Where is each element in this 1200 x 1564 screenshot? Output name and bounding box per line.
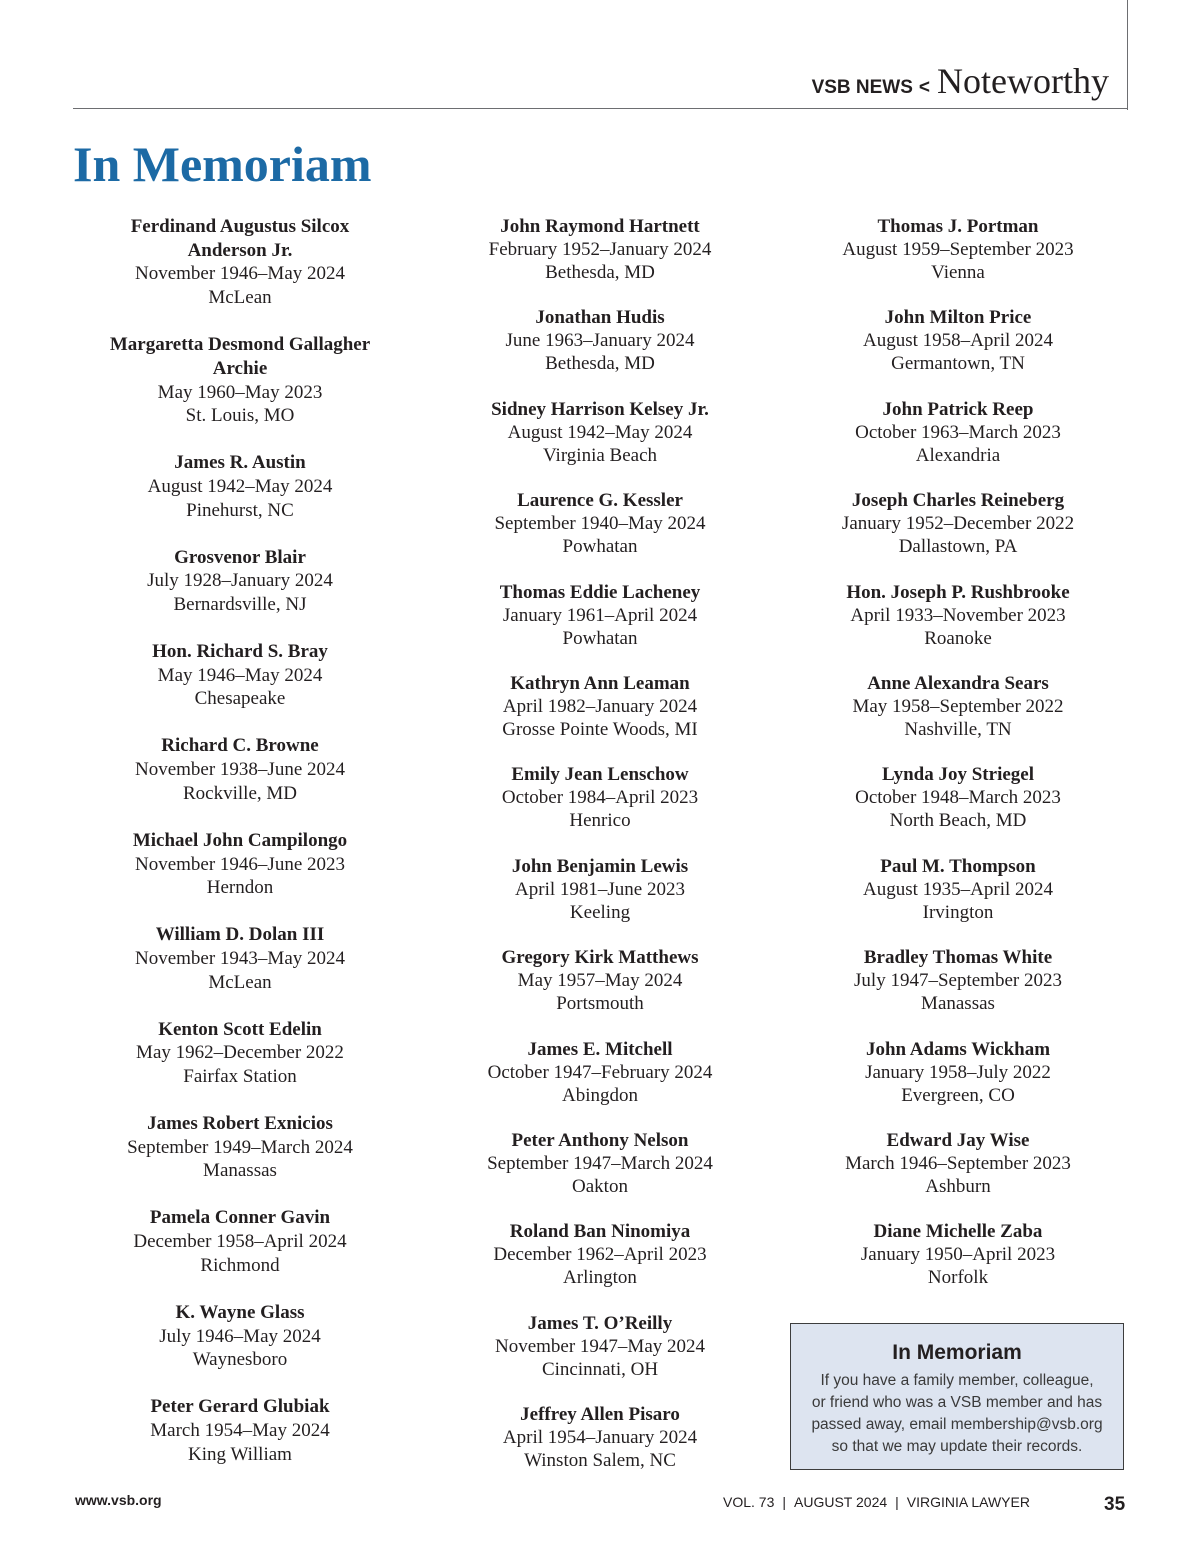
obituary-location: Ashburn	[925, 1175, 991, 1197]
obituary-location: Nashville, TN	[904, 718, 1012, 740]
obituary-name: Kenton Scott Edelin	[158, 1018, 322, 1040]
obituary-dates: April 1954–January 2024	[502, 1427, 698, 1449]
obituary-location: Cincinnati, OH	[541, 1358, 659, 1380]
obituary-dates: November 1938–June 2024	[134, 759, 346, 781]
obituary-column-2	[450, 215, 750, 1494]
obituary-entry	[90, 1112, 390, 1183]
obituary-entry	[450, 1129, 750, 1198]
obituary-location: Irvington	[922, 901, 994, 923]
obituary-dates: November 1943–May 2024	[134, 947, 346, 969]
obituary-dates: February 1952–January 2024	[488, 239, 712, 260]
notice-body	[807, 1370, 1107, 1458]
obituary-location: Roanoke	[924, 627, 992, 649]
obituary-dates: July 1946–May 2024	[159, 1325, 321, 1347]
obituary-dates: August 1958–April 2024	[863, 330, 1053, 352]
obituary-location: Oakton	[572, 1175, 628, 1197]
obituary-name: Roland Ban Ninomiya	[509, 1221, 691, 1243]
obituary-entry	[450, 1312, 750, 1381]
obituary-entry	[90, 451, 390, 522]
obituary-name: James T. O’Reilly	[527, 1312, 673, 1334]
obituary-location: Keeling	[569, 901, 631, 923]
obituary-location: Evergreen, CO	[901, 1084, 1015, 1106]
obituary-dates: September 1940–May 2024	[494, 513, 706, 535]
memoriam-notice-box	[790, 1323, 1124, 1470]
obituary-name: Richard C. Browne	[161, 735, 319, 757]
obituary-entry	[450, 398, 750, 467]
obituary-location: Chesapeake	[194, 688, 286, 710]
obituary-entry	[90, 640, 390, 711]
obituary-entry	[90, 1301, 390, 1372]
obituary-entry	[450, 306, 750, 375]
obituary-name: K. Wayne Glass	[175, 1301, 305, 1323]
obituary-entry	[808, 946, 1108, 1015]
obituary-dates: December 1962–April 2023	[493, 1244, 707, 1266]
obituary-entry	[808, 215, 1108, 284]
obituary-dates: September 1947–March 2024	[487, 1152, 713, 1174]
footer-publication: VIRGINIA LAWYER	[906, 1494, 1030, 1510]
obituary-entry	[808, 306, 1108, 375]
obituary-dates: August 1942–May 2024	[147, 475, 333, 497]
obituary-dates: January 1950–April 2023	[860, 1244, 1056, 1266]
obituary-name: Diane Michelle Zaba	[873, 1221, 1043, 1243]
notice-line: If you have a family member, colleague,	[820, 1372, 1094, 1389]
obituary-name: Laurence G. Kessler	[517, 490, 683, 512]
obituary-entry	[90, 1206, 390, 1277]
obituary-location: Fairfax Station	[183, 1066, 297, 1088]
obituary-name: Hon. Joseph P. Rushbrooke	[846, 581, 1070, 603]
obituary-name: James Robert Exnicios	[147, 1113, 333, 1135]
obituary-dates: January 1958–July 2022	[865, 1061, 1051, 1083]
obituary-name: Grosvenor Blair	[174, 546, 306, 568]
obituary-dates: August 1942–May 2024	[507, 421, 693, 443]
header-rule	[73, 108, 1128, 109]
running-header	[812, 60, 1109, 102]
obituary-location: North Beach, MD	[889, 810, 1027, 832]
obituary-location: Powhatan	[562, 536, 638, 558]
obituary-location: Abingdon	[562, 1084, 638, 1106]
obituary-name: John Raymond Hartnett	[500, 216, 700, 237]
obituary-entry	[808, 855, 1108, 924]
obituary-location: Manassas	[203, 1160, 277, 1182]
obituary-entry	[90, 1018, 390, 1089]
obituary-name: Michael John Campilongo	[132, 829, 348, 851]
obituary-name: Hon. Richard S. Bray	[152, 641, 328, 663]
obituary-name: Thomas J. Portman	[877, 216, 1039, 237]
obituary-entry	[450, 763, 750, 832]
obituary-location: McLean	[208, 971, 272, 993]
obituary-dates: May 1958–September 2022	[852, 695, 1064, 717]
obituary-entry	[450, 855, 750, 924]
obituary-location: Bethesda, MD	[545, 262, 655, 283]
obituary-entry	[450, 1038, 750, 1107]
notice-title: In Memoriam	[892, 1341, 1022, 1364]
obituary-name: Gregory Kirk Matthews	[501, 947, 699, 969]
obituary-entry	[808, 672, 1108, 741]
obituary-location: Manassas	[921, 993, 995, 1015]
obituary-dates: April 1981–June 2023	[515, 878, 685, 900]
header-vertical-rule	[1127, 0, 1128, 110]
obituary-dates: July 1947–September 2023	[854, 970, 1062, 992]
obituary-name: Emily Jean Lenschow	[511, 764, 689, 786]
obituary-name: Kathryn Ann Leaman	[510, 672, 690, 694]
obituary-name: Bradley Thomas White	[863, 947, 1053, 969]
header-title: Noteworthy	[937, 61, 1109, 101]
obituary-name: James R. Austin	[174, 452, 306, 474]
obituary-dates: April 1933–November 2023	[850, 604, 1066, 626]
obituary-dates: March 1946–September 2023	[845, 1152, 1071, 1174]
obituary-name: Peter Anthony Nelson	[511, 1129, 689, 1151]
obituary-name: John Patrick Reep	[882, 398, 1034, 420]
obituary-entry	[808, 763, 1108, 832]
header-separator: <	[918, 77, 931, 98]
obituary-entry	[450, 1403, 750, 1472]
obituary-name: Jeffrey Allen Pisaro	[520, 1404, 680, 1426]
obituary-name: Anne Alexandra Sears	[867, 672, 1049, 694]
obituary-entry	[808, 398, 1108, 467]
obituary-dates: December 1958–April 2024	[133, 1231, 347, 1253]
obituary-dates: May 1962–December 2022	[136, 1042, 344, 1064]
obituary-location: Alexandria	[915, 444, 1001, 466]
obituary-name: Joseph Charles Reineberg	[851, 490, 1065, 512]
obituary-location: Waynesboro	[192, 1349, 288, 1371]
obituary-dates: November 1946–June 2023	[134, 853, 346, 875]
obituary-name: Margaretta Desmond Gallagher Archie	[109, 334, 371, 379]
obituary-dates: October 1963–March 2023	[855, 421, 1061, 443]
obituary-dates: June 1963–January 2024	[505, 330, 695, 352]
obituary-column-1	[90, 215, 390, 1490]
obituary-dates: October 1984–April 2023	[501, 787, 699, 809]
obituary-dates: May 1957–May 2024	[517, 970, 683, 992]
obituary-location: McLean	[208, 287, 272, 309]
obituary-location: Herndon	[206, 877, 274, 899]
page-title: In Memoriam	[73, 136, 372, 192]
obituary-name: John Benjamin Lewis	[511, 855, 689, 877]
obituary-location: Germantown, TN	[891, 353, 1025, 375]
footer-divider: |	[782, 1494, 787, 1510]
obituary-location: Vienna	[931, 262, 985, 283]
obituary-location: St. Louis, MO	[185, 405, 295, 427]
obituary-name: Lynda Joy Striegel	[881, 764, 1034, 786]
obituary-entry	[90, 546, 390, 617]
obituary-name: John Adams Wickham	[865, 1038, 1051, 1060]
notice-line: or friend who was a VSB member and has	[811, 1394, 1103, 1411]
obituary-location: Grosse Pointe Woods, MI	[502, 718, 698, 740]
obituary-entry	[808, 581, 1108, 650]
obituary-dates: August 1935–April 2024	[863, 878, 1053, 900]
obituary-location: Bernardsville, NJ	[173, 594, 307, 616]
footer-issue-info	[723, 1494, 1030, 1510]
obituary-name: Pamela Conner Gavin	[149, 1207, 331, 1229]
obituary-dates: October 1948–March 2023	[855, 787, 1061, 809]
obituary-entry	[450, 672, 750, 741]
obituary-dates: November 1946–May 2024	[134, 263, 346, 285]
obituary-name: Ferdinand Augustus Silcox Anderson Jr.	[130, 216, 350, 261]
obituary-name: Thomas Eddie Lacheney	[499, 581, 701, 603]
obituary-name: William D. Dolan III	[155, 924, 325, 946]
obituary-location: Arlington	[563, 1267, 637, 1289]
obituary-dates: January 1961–April 2024	[502, 604, 698, 626]
page-number: 35	[1104, 1494, 1126, 1515]
obituary-entry	[450, 1220, 750, 1289]
obituary-dates: May 1960–May 2023	[157, 381, 323, 403]
obituary-dates: August 1959–September 2023	[842, 239, 1074, 260]
obituary-dates: January 1952–December 2022	[841, 513, 1075, 535]
obituary-location: Norfolk	[927, 1267, 989, 1289]
obituary-dates: November 1947–May 2024	[494, 1335, 706, 1357]
obituary-name: Sidney Harrison Kelsey Jr.	[491, 398, 709, 420]
obituary-entry	[90, 215, 390, 310]
footer-volume: VOL. 73	[723, 1494, 775, 1510]
obituary-entry	[450, 946, 750, 1015]
obituary-name: Jonathan Hudis	[535, 307, 665, 329]
obituary-location: Bethesda, MD	[545, 353, 655, 375]
notice-line: so that we may update their records.	[831, 1438, 1083, 1455]
obituary-dates: September 1949–March 2024	[127, 1136, 353, 1158]
obituary-entry	[450, 581, 750, 650]
obituary-name: Paul M. Thompson	[880, 855, 1036, 877]
obituary-location: Richmond	[200, 1254, 280, 1276]
notice-line: passed away, email membership@vsb.org	[811, 1416, 1103, 1433]
obituary-dates: March 1954–May 2024	[150, 1419, 330, 1441]
obituary-entry	[808, 1038, 1108, 1107]
obituary-entry	[450, 215, 750, 284]
obituary-entry	[450, 489, 750, 558]
obituary-dates: July 1928–January 2024	[147, 570, 333, 592]
obituary-dates: October 1947–February 2024	[487, 1061, 713, 1083]
obituary-location: Winston Salem, NC	[524, 1450, 676, 1472]
footer-issue: AUGUST 2024	[794, 1494, 888, 1510]
obituary-entry	[90, 333, 390, 428]
obituary-entry	[808, 1220, 1108, 1289]
obituary-name: John Milton Price	[884, 307, 1032, 329]
obituary-dates: May 1946–May 2024	[157, 664, 323, 686]
obituary-location: Virginia Beach	[542, 444, 658, 466]
obituary-name: James E. Mitchell	[527, 1038, 673, 1060]
obituary-location: Rockville, MD	[183, 782, 297, 804]
obituary-entry	[808, 489, 1108, 558]
obituary-dates: April 1982–January 2024	[502, 695, 698, 717]
obituary-entry	[90, 734, 390, 805]
obituary-name: Edward Jay Wise	[886, 1129, 1030, 1151]
obituary-entry	[90, 829, 390, 900]
footer-website: www.vsb.org	[75, 1492, 162, 1508]
obituary-location: Portsmouth	[556, 993, 644, 1015]
obituary-entry	[90, 1395, 390, 1466]
footer-divider: |	[895, 1494, 899, 1510]
obituary-entry	[808, 1129, 1108, 1198]
obituary-location: King William	[188, 1443, 292, 1465]
header-section: VSB NEWS	[811, 77, 913, 98]
obituary-location: Powhatan	[562, 627, 638, 649]
obituary-name: Peter Gerard Glubiak	[150, 1396, 330, 1418]
obituary-column-3	[808, 215, 1108, 1312]
obituary-entry	[90, 923, 390, 994]
obituary-location: Dallastown, PA	[898, 536, 1018, 558]
obituary-location: Pinehurst, NC	[186, 499, 294, 521]
obituary-location: Henrico	[569, 810, 631, 832]
